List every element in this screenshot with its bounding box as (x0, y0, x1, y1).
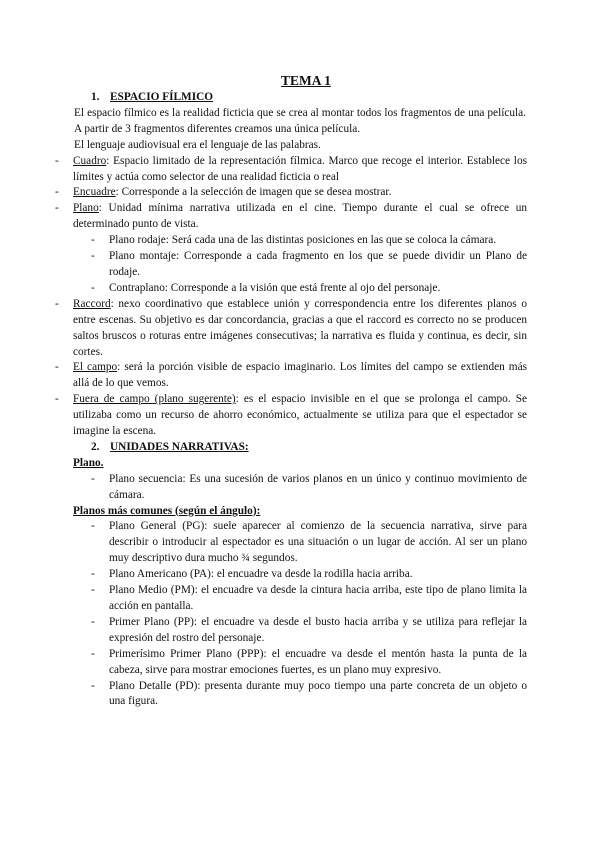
sub-bullet-contraplano (0, 281, 527, 297)
intro-paragraph: El lenguaje audiovisual era el lenguaje de las palabras. (74, 138, 321, 151)
sub-bullet-text: Plano secuencia: Es una sucesión de varios planos en un único y continuo movimiento de cámara. (109, 472, 527, 501)
document-content (0, 72, 600, 710)
bullet-encuadre (0, 185, 527, 201)
section-heading-unidades-narrativas (0, 440, 600, 456)
subheading-planos-comunes: Planos más comunes (según el ángulo): (73, 504, 261, 517)
bullet-dash: - (55, 361, 59, 374)
bullet-dash: - (91, 250, 95, 263)
section-number: 2. (91, 440, 100, 453)
bullet-dash: - (91, 281, 95, 294)
bullet-dash: - (91, 234, 95, 247)
bullet-dash: - (91, 615, 95, 628)
bullet-dash: - (91, 472, 95, 485)
bullet-dash: - (55, 297, 59, 310)
bullet-dash: - (91, 584, 95, 597)
page-title: TEMA 1 (281, 73, 331, 88)
bullet-term: Encuadre (73, 186, 116, 199)
sub-bullet-plano-medio (0, 583, 527, 615)
sub-bullet-text: Plano rodaje: Será cada una de las distintas posiciones en las que se coloca la cámara. (109, 234, 497, 247)
bullet-raccord (0, 297, 527, 361)
bullet-term: Fuera de campo (plano sugerente) (73, 393, 236, 406)
bullet-term: Plano (73, 202, 99, 215)
sub-bullet-text: Plano Detalle (PD): presenta durante muy poco tiempo una parte concreta de un objeto o una figura. (109, 679, 527, 708)
bullet-fuera-de-campo (0, 392, 527, 440)
sub-bullet-plano-montaje (0, 249, 527, 281)
bullet-term: El campo (73, 361, 118, 374)
sub-bullet-text: Contraplano: Corresponde a la visión que está frente al ojo del personaje. (109, 281, 441, 294)
bullet-dash: - (91, 568, 95, 581)
bullet-dash: - (55, 154, 59, 167)
bullet-dash: - (55, 202, 59, 215)
sub-bullet-plano-general (0, 519, 527, 567)
sub-bullet-text: Plano Americano (PA): el encuadre va desde la rodilla hacia arriba. (109, 568, 413, 581)
sub-bullet-plano-secuencia (0, 472, 527, 504)
intro-paragraph: El espacio fílmico es la realidad ficticia que se crea al montar todos los fragmentos de una película. A partir de 3 fragmentos diferentes creamos una única película. (74, 106, 526, 135)
bullet-text: : Espacio limitado de la representación fílmica. Marco que recoge el interior. Establece los límites y actúa como selector de una realidad ficticia o real (73, 154, 527, 183)
sub-bullet-primer-plano (0, 615, 527, 647)
sub-bullet-text: Primerísimo Primer Plano (PPP): el encuadre va desde el mentón hasta la punta de la cabeza, sirve para mostrar emociones fuertes, es un plano muy expresivo. (109, 647, 527, 676)
bullet-dash: - (91, 679, 95, 692)
sub-bullet-text: Plano montaje: Corresponde a cada fragmento en los que se puede dividir un Plano de rodaje. (109, 250, 527, 278)
bullet-term: Raccord (73, 297, 111, 310)
bullet-text: : Unidad mínima narrativa utilizada en el cine. Tiempo durante el cual se ofrece un determinado punto de vista. (73, 202, 527, 231)
sub-bullet-text: Primer Plano (PP): el encuadre va desde el busto hacia arriba y se utiliza para reflejar la expresión del rostro del personaje. (109, 615, 527, 644)
sub-bullet-plano-detalle (0, 679, 527, 711)
subheading-plano: Plano. (73, 456, 104, 469)
bullet-text: : es el espacio invisible en el que se prolonga el campo. Se utilizaba como un recurso de ahorro económico, actualmente se utiliza para que el espectador se imagine la escena. (73, 393, 527, 438)
section-heading-espacio-filmico (0, 90, 600, 106)
bullet-dash: - (91, 520, 95, 533)
bullet-text: : nexo coordinativo que establece unión y correspondencia entre los diferentes planos o entre escenas. Su objetivo es dar concordancia, gracias a que el raccord es correcto no se producen saltos bruscos o roturas entre imágenes consecutivas; la narrativa es fluida y continua, es decir, sin cortes. (73, 297, 527, 358)
sub-bullet-primerisimo-primer-plano (0, 647, 527, 679)
section-heading-text: UNIDADES NARRATIVAS: (110, 440, 249, 453)
bullet-dash: - (91, 647, 95, 660)
bullet-plano (0, 201, 527, 233)
sub-bullet-text: Plano Medio (PM): el encuadre va desde la cintura hacia arriba, este tipo de plano limita la acción en pantalla. (109, 584, 527, 612)
bullet-dash: - (55, 393, 59, 406)
sub-bullet-plano-rodaje (0, 233, 527, 249)
sub-bullet-plano-americano (0, 567, 527, 583)
section-heading-text: ESPACIO FÍLMICO (110, 91, 214, 103)
bullet-el-campo (0, 360, 527, 392)
bullet-term: Cuadro (73, 154, 107, 167)
section-number: 1. (91, 91, 100, 103)
bullet-cuadro (0, 154, 527, 186)
bullet-dash: - (55, 186, 59, 199)
bullet-text: : Corresponde a la selección de imagen que se desea mostrar. (115, 186, 392, 199)
sub-bullet-text: Plano General (PG): suele aparecer al comienzo de la secuencia narrativa, sirve para describir o introducir al espectador es una situación o un lugar de acción. Al ser un plano muy descriptivo dura mucho ¾ segundos. (109, 520, 527, 565)
bullet-text: : será la porción visible de espacio imaginario. Los límites del campo se extienden más allá de lo que vemos. (73, 361, 527, 390)
